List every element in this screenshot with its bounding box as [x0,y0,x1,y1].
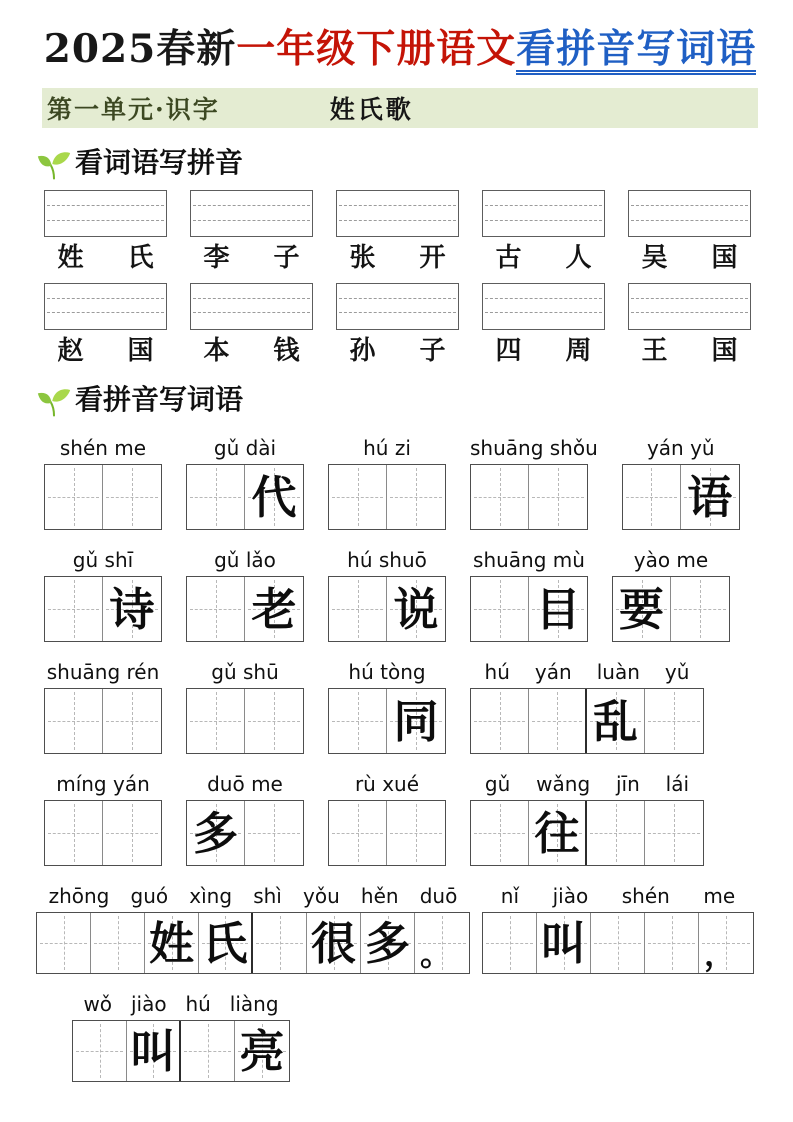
pinyin-box-item [628,190,751,273]
section2-heading-text: 看拼音写词语 [75,383,244,417]
hanzi-answer: 多 [364,916,410,970]
hanzi-answer: 诗 [109,582,155,636]
pinyin-syllable: wǒ [83,992,113,1017]
pinyin-writing-box [482,283,605,330]
grid-cell [103,465,161,529]
grid-cell [483,913,537,973]
grid-cell [529,689,587,753]
grid-cell [103,577,161,641]
hanzi-answer: 往 [534,806,580,860]
grid-cell [587,801,645,865]
pinyin-writing-section [42,190,758,365]
grid-cell [329,801,387,865]
grid-cell [245,577,303,641]
grid-item [328,651,446,754]
pinyin-box-item [44,283,167,366]
word-writing-section [42,427,758,1082]
grid-cell [529,465,587,529]
grid-cell [645,689,703,753]
grid-row [36,875,758,974]
grid-item [44,763,162,866]
pinyin-label: yào me [633,548,709,573]
pinyin-box-item [482,283,605,366]
grid-row [44,651,758,754]
character-grid [328,464,446,530]
character-grid [44,464,162,530]
pinyin-writing-box [190,283,313,330]
character-grid [44,688,162,754]
word-label [628,337,751,366]
character-grid [328,800,446,866]
grid-item [72,983,290,1082]
grid-cell [103,689,161,753]
grid-cell [529,577,587,641]
pinyin-writing-box [628,190,751,237]
character-grid [612,576,730,642]
character-grid [36,912,470,974]
grid-cell [91,913,145,973]
hanzi-answer: 乱 [592,694,638,748]
word-char: 钱 [273,335,300,366]
hanzi-answer: 姓 [148,916,194,970]
pinyin-label: hú tòng [348,660,426,685]
pinyin-syllable: hú [185,992,211,1017]
grid-item [186,539,304,642]
hanzi-answer: 氏 [202,916,248,970]
pinyin-syllable: shén [621,884,670,909]
pinyin-syllable: yǒu [303,884,340,909]
grid-row [44,427,758,530]
pinyin-label: míng yán [56,772,150,797]
grid-cell [415,913,469,973]
hanzi-answer: 亮 [239,1024,285,1078]
word-char: 国 [127,335,154,366]
word-label [482,337,605,366]
hanzi-answer: 同 [393,694,439,748]
grid-cell [145,913,199,973]
character-grid [470,464,588,530]
grid-cell [471,689,529,753]
pinyin-syllable: shì [253,884,282,909]
pinyin-writing-box [482,190,605,237]
hanzi-answer: 多 [192,806,238,860]
pinyin-box-item [482,190,605,273]
grid-cell [307,913,361,973]
grid-item [328,539,446,642]
title-year-part: 2025春新 [43,26,237,72]
pinyin-syllable: yán [534,660,572,685]
grid-row [44,539,758,642]
word-char: 张 [349,242,376,273]
hanzi-answer: 。 [420,935,453,974]
grid-cell [387,689,445,753]
character-grid [186,464,304,530]
pinyin-label: gǔ lǎo [214,548,276,573]
pinyin-syllable: me [703,884,736,909]
grid-cell [253,913,307,973]
grid-row [72,983,758,1082]
pinyin-box-item [190,190,313,273]
pinyin-label [72,983,290,1020]
word-char: 赵 [57,335,84,366]
grid-cell [245,801,303,865]
grid-item [36,875,470,974]
pinyin-box-row [44,283,758,366]
word-char: 子 [419,335,446,366]
grid-cell [103,801,161,865]
pinyin-label: shén me [59,436,147,461]
grid-cell [671,577,729,641]
hanzi-answer: 叫 [540,916,586,970]
word-char: 本 [203,335,230,366]
grid-cell [329,689,387,753]
pinyin-writing-box [336,283,459,330]
grid-item [470,427,598,530]
grid-cell [623,465,681,529]
pinyin-label [482,875,754,912]
grid-cell [127,1021,181,1081]
title-grade-part: 一年级下册语文 [236,26,517,72]
pinyin-syllable: liàng [229,992,279,1017]
grid-cell [45,801,103,865]
grid-cell [471,465,529,529]
pinyin-syllable: lái [665,772,690,797]
pinyin-syllable: luàn [596,660,640,685]
pinyin-syllable: jiào [552,884,589,909]
pinyin-writing-box [628,283,751,330]
grid-cell [187,465,245,529]
pinyin-label: duō me [207,772,283,797]
grid-cell [45,689,103,753]
character-grid [186,800,304,866]
character-grid [186,576,304,642]
pinyin-label: gǔ dài [213,436,277,461]
hanzi-answer: 要 [618,582,664,636]
page-title [42,26,758,75]
section2-heading [36,378,758,418]
pinyin-syllable: jiào [130,992,167,1017]
word-char: 子 [273,242,300,273]
grid-cell [699,913,753,973]
pinyin-label: shuāng rén [46,660,160,685]
pinyin-writing-box [44,283,167,330]
pinyin-box-item [336,283,459,366]
grid-cell [361,913,415,973]
word-label [628,244,751,273]
pinyin-writing-box [336,190,459,237]
grid-cell [537,913,591,973]
grid-cell [645,913,699,973]
pinyin-label: rù xué [354,772,420,797]
character-grid [44,576,162,642]
pinyin-label: shuāng shǒu [470,436,598,461]
grid-item [186,427,304,530]
grid-cell [199,913,253,973]
pinyin-label: shuāng mù [473,548,585,573]
word-char: 四 [495,335,522,366]
sprout-icon [36,147,72,181]
grid-cell [187,801,245,865]
grid-row [44,763,758,866]
grid-item [186,763,304,866]
grid-cell [187,577,245,641]
grid-item [482,875,754,974]
pinyin-box-item [336,190,459,273]
pinyin-writing-box [44,190,167,237]
pinyin-syllable: wǎng [536,772,591,797]
word-label [482,244,605,273]
hanzi-answer: 很 [310,916,356,970]
word-char: 李 [203,242,230,273]
pinyin-label: hú zi [363,436,411,461]
grid-cell [529,801,587,865]
grid-item [612,539,730,642]
grid-cell [587,689,645,753]
word-char: 国 [711,335,738,366]
grid-cell [471,801,529,865]
grid-cell [187,689,245,753]
grid-cell [387,801,445,865]
grid-item [44,539,162,642]
grid-cell [37,913,91,973]
word-char: 王 [641,335,668,366]
pinyin-syllable: duō [419,884,458,909]
character-grid [328,576,446,642]
character-grid [44,800,162,866]
grid-cell [613,577,671,641]
grid-item [44,427,162,530]
word-char: 古 [495,242,522,273]
grid-cell [45,577,103,641]
pinyin-label [470,763,704,800]
pinyin-label: gǔ shū [211,660,279,685]
word-char: 人 [565,242,592,273]
grid-item [622,427,740,530]
grid-cell [681,465,739,529]
unit-label: 第一单元·识字 [47,94,220,124]
grid-item [470,651,704,754]
word-char: 吴 [641,242,668,273]
sprout-icon [36,384,72,418]
hanzi-answer: 目 [535,582,581,636]
word-char: 周 [565,335,592,366]
pinyin-syllable: zhōng [48,884,110,909]
pinyin-label: hú shuō [347,548,427,573]
hanzi-answer: 说 [393,582,439,636]
grid-cell [245,465,303,529]
grid-item [328,427,446,530]
pinyin-syllable: hěn [360,884,399,909]
character-grid [470,800,704,866]
word-char: 姓 [57,242,84,273]
grid-cell [329,577,387,641]
hanzi-answer: 代 [251,470,297,524]
word-label [44,244,167,273]
unit-banner [42,88,758,128]
character-grid [482,912,754,974]
grid-cell [45,465,103,529]
character-grid [328,688,446,754]
section1-heading [36,141,758,181]
word-label [336,337,459,366]
pinyin-syllable: hú [484,660,510,685]
pinyin-label: gǔ shī [72,548,134,573]
grid-item [44,651,162,754]
grid-cell [591,913,645,973]
word-label [190,244,313,273]
grid-cell [387,577,445,641]
word-label [190,337,313,366]
hanzi-answer: 语 [687,470,733,524]
character-grid [470,688,704,754]
title-topic-part: 看拼音写词语 [516,29,756,75]
grid-cell [387,465,445,529]
hanzi-answer: 老 [251,582,297,636]
lesson-title: 姓氏歌 [329,94,414,124]
pinyin-syllable: xìng [189,884,233,909]
pinyin-syllable: guó [130,884,169,909]
pinyin-label [470,651,704,688]
grid-cell [181,1021,235,1081]
grid-cell [471,577,529,641]
grid-cell [235,1021,289,1081]
character-grid [72,1020,290,1082]
pinyin-box-item [190,283,313,366]
grid-item [470,763,704,866]
character-grid [186,688,304,754]
grid-cell [645,801,703,865]
grid-cell [245,689,303,753]
grid-item [186,651,304,754]
pinyin-label [36,875,470,912]
pinyin-box-row [44,190,758,273]
pinyin-syllable: jīn [616,772,640,797]
word-char: 开 [419,242,446,273]
pinyin-box-item [628,283,751,366]
grid-cell [329,465,387,529]
grid-item [470,539,588,642]
word-label [336,244,459,273]
character-grid [622,464,740,530]
hanzi-answer: 叫 [130,1024,176,1078]
character-grid [470,576,588,642]
pinyin-syllable: nǐ [500,884,520,909]
word-char: 孙 [349,335,376,366]
pinyin-syllable: gǔ [484,772,511,797]
hanzi-answer: ， [704,935,737,974]
word-char: 国 [711,242,738,273]
pinyin-box-item [44,190,167,273]
pinyin-syllable: yǔ [664,660,690,685]
word-label [44,337,167,366]
section1-heading-text: 看词语写拼音 [75,145,244,179]
pinyin-writing-box [190,190,313,237]
word-char: 氏 [127,242,154,273]
pinyin-label: yán yǔ [646,436,715,461]
grid-cell [73,1021,127,1081]
grid-item [328,763,446,866]
